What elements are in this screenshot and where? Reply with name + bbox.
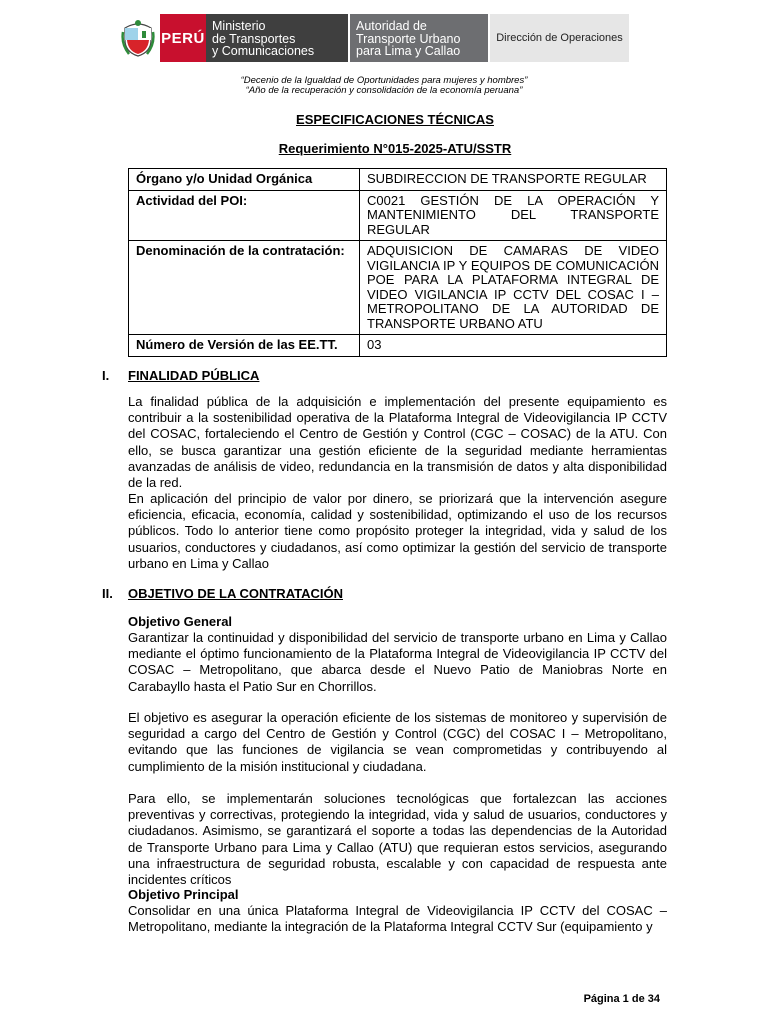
- general-objective-title: Objetivo General: [128, 614, 233, 629]
- section-1-title: FINALIDAD PÚBLICA: [128, 368, 260, 383]
- spec-label: Órgano y/o Unidad Orgánica: [129, 169, 360, 191]
- peru-coat-of-arms-icon: [116, 14, 160, 62]
- section-2-number: II.: [102, 586, 113, 601]
- authority-label: Autoridad de Transporte Urbano para Lima y Callao: [350, 14, 488, 62]
- document-title: ESPECIFICACIONES TÉCNICAS: [296, 112, 494, 127]
- spec-value: C0021 GESTIÓN DE LA OPERACIÓN Y MANTENIMIENTO DEL TRANSPORTE REGULAR: [360, 190, 667, 241]
- principal-objective-title: Objetivo Principal: [128, 887, 239, 902]
- spec-value: 03: [360, 335, 667, 357]
- country-label: PERÚ: [160, 14, 206, 62]
- spec-label: Denominación de la contratación:: [129, 241, 360, 335]
- spec-table: [128, 168, 667, 357]
- header-banner: [116, 14, 633, 62]
- spec-value: ADQUISICION DE CAMARAS DE VIDEO VIGILANCIA IP Y EQUIPOS DE COMUNICACIÓN POE PARA LA PLATAFORMA INTEGRAL DE VIDEO VIGILANCIA IP CCTV DEL COSAC I – METROPOLITANO DE LA AUTORIDAD DE TRANSPORTE URBANO ATU: [360, 241, 667, 335]
- decade-line-1: “Decenio de la Igualdad de Oportunidades para mujeres y hombres”: [240, 75, 528, 86]
- section-1-paragraph-1: La finalidad pública de la adquisición e implementación del presente equipamiento es contribuir a la sostenibilidad operativa de la Plataforma Integral de Videovigilancia IP CCTV del COSAC, fortaleciendo el Centro de Gestión y Control (CGC – COSAC) de la ATU. Con ello, se busca garantizar una gestión eficiente de la seguridad mediante herramientas avanzadas de análisis de video, redundancia en la transmisión de datos y alta disponibilidad de la red.: [128, 394, 667, 491]
- table-row: [129, 169, 667, 191]
- spec-label: Actividad del POI:: [129, 190, 360, 241]
- section-1-paragraph-2: En aplicación del principio de valor por dinero, se priorizará que la intervención asegure eficiencia, eficacia, economía, calidad y sostenibilidad, optimizando el uso de los recursos públicos. Todo lo anterior tiene como propósito proteger la integridad, vida y salud de los usuarios, conductores y ciudadanos, así como optimizar la gestión del servicio de transporte urbano en Lima y Callao: [128, 491, 667, 571]
- section-1-number: I.: [102, 368, 110, 383]
- table-row: [129, 190, 667, 241]
- table-row: [129, 335, 667, 357]
- section-2-paragraph-1: Garantizar la continuidad y disponibilidad del servicio de transporte urbano en Lima y Callao mediante el óptimo funcionamiento de la Plataforma Integral de Videovigilancia IP CCTV del COSAC – Metropolitano, que abarca desde el Nuevo Patio de Maniobras Norte en Carabayllo hasta el Patio Sur en Chorrillos.: [128, 630, 667, 694]
- section-2-paragraph-4: Consolidar en una única Plataforma Integral de Videovigilancia IP CCTV del COSAC – Metropolitano, mediante la integración de la Plataforma Integral CCTV Sur (equipamiento y: [128, 903, 667, 935]
- ministry-label: Ministerio de Transportes y Comunicaciones: [206, 14, 348, 62]
- section-2-paragraph-2: El objetivo es asegurar la operación eficiente de los sistemas de monitoreo y supervisión de seguridad a cargo del Centro de Gestión y Control (CGC) del COSAC I – Metropolitano, evitando que las funciones de vigilancia se vean comprometidas y contribuyendo al cumplimiento de la misión institucional y ciudadana.: [128, 710, 667, 774]
- direction-label: Dirección de Operaciones: [490, 14, 629, 62]
- page-number: Página 1 de 34: [583, 993, 660, 1005]
- spec-value: SUBDIRECCION DE TRANSPORTE REGULAR: [360, 169, 667, 191]
- decade-line-2: “Año de la recuperación y consolidación de la economía peruana”: [245, 85, 523, 96]
- section-2-title: OBJETIVO DE LA CONTRATACIÓN: [128, 586, 343, 601]
- table-row: [129, 241, 667, 335]
- requirement-number: Requerimiento N°015-2025-ATU/SSTR: [278, 141, 512, 156]
- spec-label: Número de Versión de las EE.TT.: [129, 335, 360, 357]
- section-2-paragraph-3: Para ello, se implementarán soluciones tecnológicas que fortalezcan las acciones preventivas y correctivas, protegiendo la integridad, vida y salud de usuarios, conductores y ciudadanos. Asimismo, se garantizará el soporte a todas las dependencias de la Autoridad de Transporte Urbano para Lima y Callao (ATU) que requieran estos servicios, asegurando una infraestructura de seguridad robusta, escalable y con capacidad de respuesta ante incidentes críticos: [128, 791, 667, 888]
